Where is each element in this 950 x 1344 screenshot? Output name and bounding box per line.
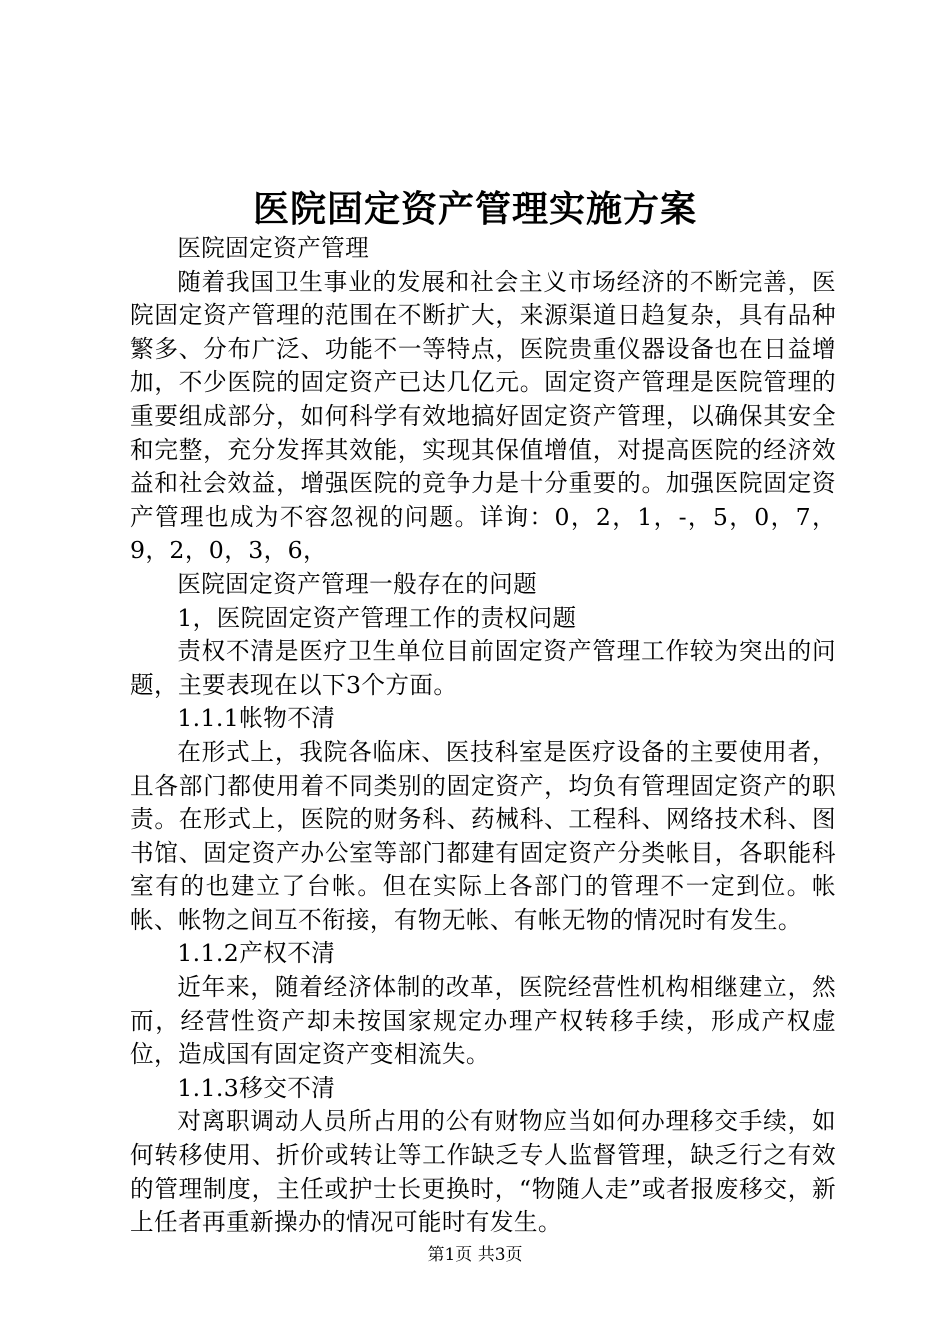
section-heading: 医院固定资产管理一般存在的问题 — [177, 569, 538, 598]
body-paragraph: 近年来，随着经济体制的改革，医院经营性机构相继建立，然而，经营性资产却未按国家规定办理产权转移手续，形成产权虚位，造成国有固定资产变相流失。 — [130, 973, 836, 1069]
body-paragraph: 在形式上，我院各临床、医技科室是医疗设备的主要使用者，且各部门都使用着不同类别的固定资产，均负有管理固定资产的职责。在形式上，医院的财务科、药械科、工程科、网络技术科、图书馆、固定资产办公室等部门都建有固定资产分类帐目，各职能科室有的也建立了台帐。但在实际上各部门的管理不一定到位。帐帐、帐物之间互不衔接，有物无帐、有帐无物的情况时有发生。 — [130, 737, 836, 934]
document-body — [130, 232, 836, 1240]
subsection-heading: 1.1.1帐物不清 — [177, 704, 336, 733]
body-paragraph: 对离职调动人员所占用的公有财物应当如何办理移交手续，如何转移使用、折价或转让等工作缺乏专人监督管理，缺乏行之有效的管理制度，主任或护士长更换时，“物随人走”或者报废移交，新上任者再重新操办的情况可能时有发生。 — [130, 1107, 836, 1237]
document-title: 医院固定资产管理实施方案 — [252, 188, 697, 230]
body-paragraph: 责权不清是医疗卫生单位目前固定资产管理工作较为突出的问题，主要表现在以下3个方面。 — [130, 637, 836, 699]
body-paragraph: 随着我国卫生事业的发展和社会主义市场经济的不断完善，医院固定资产管理的范围在不断扩大，来源渠道日趋复杂，具有品种繁多、分布广泛、功能不一等特点，医院贵重仪器设备也在日益增加，不少医院的固定资产已达几亿元。固定资产管理是医院管理的重要组成部分，如何科学有效地搞好固定资产管理，以确保其安全和完整，充分发挥其效能，实现其保值增值，对提高医院的经济效益和社会效益，增强医院的竞争力是十分重要的。加强医院固定资产管理也成为不容忽视的问题。详询：0，2，1，-，5，0，7，9，2，0，3，6， — [130, 267, 836, 565]
section-heading: 1，医院固定资产管理工作的责权问题 — [177, 603, 577, 632]
subsection-heading: 1.1.3移交不清 — [177, 1073, 336, 1102]
subsection-heading: 1.1.2产权不清 — [177, 939, 336, 968]
section-heading: 医院固定资产管理 — [177, 234, 370, 262]
page-number-footer: 第1页 共3页 — [427, 1245, 523, 1265]
